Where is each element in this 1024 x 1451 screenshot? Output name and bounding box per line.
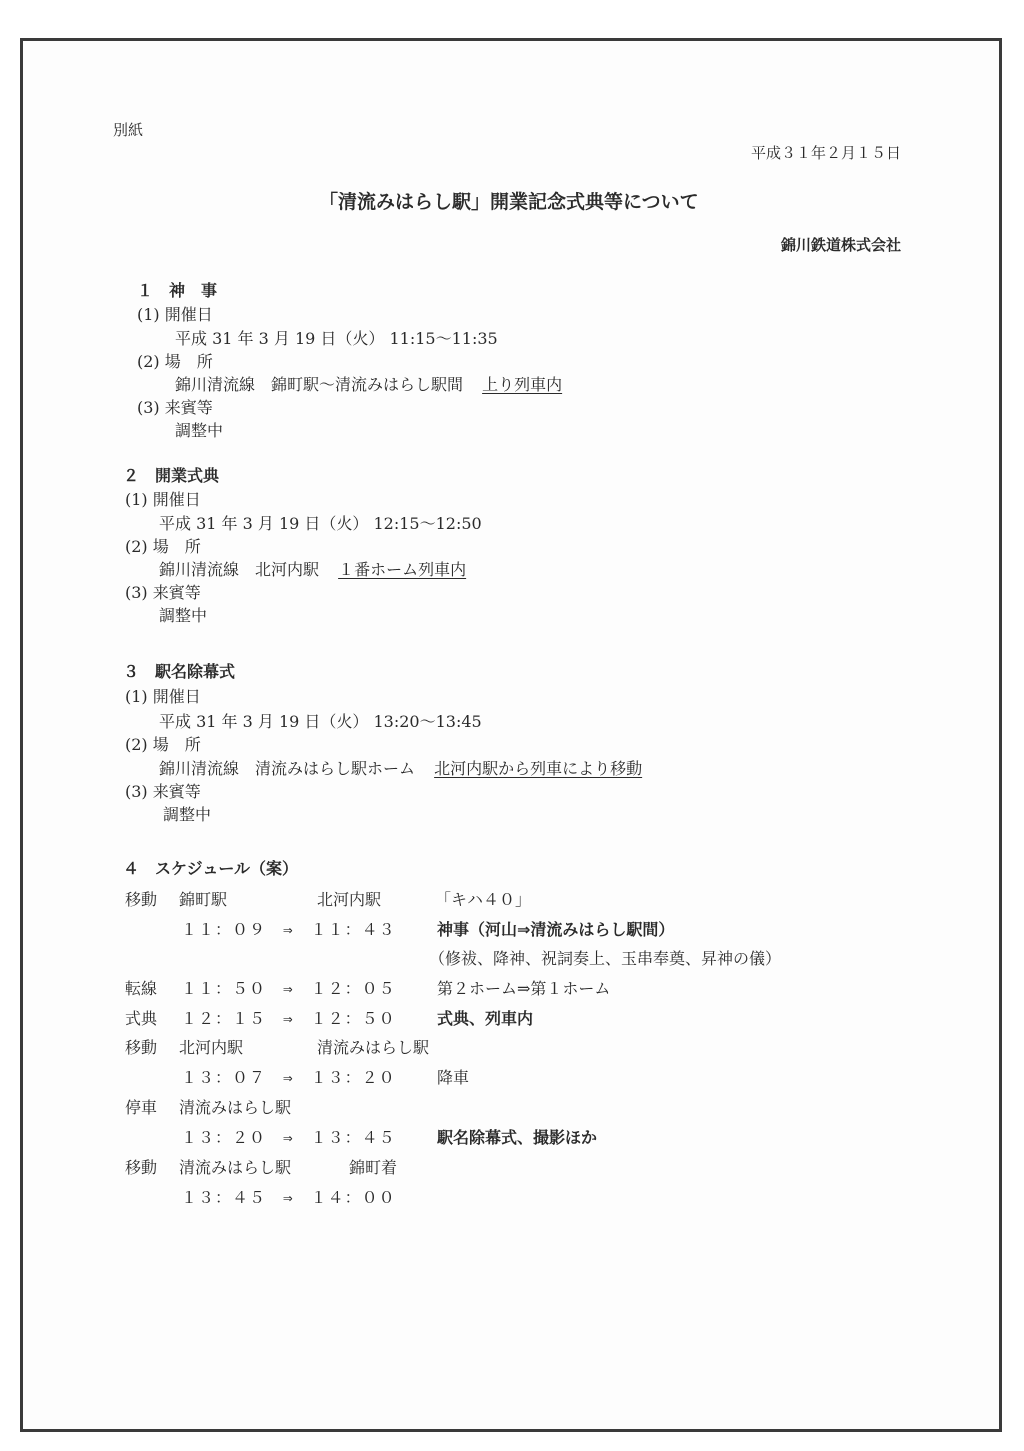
section-3-date-value: 平成 31 年 3 月 19 日（火） 13:20～13:45 bbox=[159, 712, 482, 731]
schedule-row-note: 降車 bbox=[437, 1068, 470, 1087]
schedule-row-time: １３：２０ ⇒ １３：４５ bbox=[181, 1128, 396, 1147]
section-2-guest-label: (3) 来賓等 bbox=[125, 583, 201, 602]
schedule-row-to: 錦町着 bbox=[349, 1158, 398, 1177]
section-2-guest-value: 調整中 bbox=[159, 606, 208, 625]
section-1-heading: １ 神 事 bbox=[137, 281, 218, 300]
section-2-heading: ２ 開業式典 bbox=[123, 466, 220, 485]
document-date: 平成３１年２月１５日 bbox=[750, 144, 901, 162]
schedule-row-time: １３：４５ ⇒ １４：００ bbox=[181, 1188, 396, 1207]
schedule-row-note: （修祓、降神、祝詞奏上、玉串奉奠、昇神の儀） bbox=[429, 949, 782, 968]
schedule-row-type: 式典 bbox=[125, 1009, 158, 1028]
section-2-date-label: (1) 開催日 bbox=[125, 490, 201, 509]
schedule-row-time: １１：０９ ⇒ １１：４３ bbox=[181, 920, 396, 939]
schedule-row-note: 式典、列車内 bbox=[437, 1009, 534, 1028]
section-1-guest-label: (3) 来賓等 bbox=[137, 398, 213, 417]
document-title: 「清流みはらし駅」開業記念式典等について bbox=[319, 191, 699, 213]
schedule-row-to: 清流みはらし駅 bbox=[317, 1038, 430, 1057]
section-2-place-text: 錦川清流線 北河内駅 bbox=[159, 560, 320, 579]
section-1-date-label: (1) 開催日 bbox=[137, 305, 213, 324]
section-1-guest-value: 調整中 bbox=[175, 421, 224, 440]
attachment-label: 別紙 bbox=[113, 121, 144, 139]
section-3-date-label: (1) 開催日 bbox=[125, 687, 201, 706]
schedule-row-from: 北河内駅 bbox=[179, 1038, 244, 1057]
schedule-row-type: 停車 bbox=[125, 1098, 158, 1117]
schedule-row-type: 移動 bbox=[125, 1158, 158, 1177]
schedule-row-from: 錦町駅 bbox=[179, 890, 228, 909]
section-3-place-text: 錦川清流線 清流みはらし駅ホーム bbox=[159, 759, 416, 778]
section-3-guest-value: 調整中 bbox=[163, 805, 212, 824]
schedule-row-note: 第２ホーム⇒第１ホーム bbox=[437, 979, 611, 998]
schedule-row-time: １１：５０ ⇒ １２：０５ bbox=[181, 979, 396, 998]
section-1-place-note: 上り列車内 bbox=[482, 375, 563, 394]
schedule-row-to: 北河内駅 bbox=[317, 890, 382, 909]
section-3-heading: ３ 駅名除幕式 bbox=[123, 662, 236, 681]
section-1-date-value: 平成 31 年 3 月 19 日（火） 11:15～11:35 bbox=[175, 329, 498, 348]
schedule-row-note: 神事（河山⇒清流みはらし駅間） bbox=[437, 920, 675, 939]
section-3-place-note: 北河内駅から列車により移動 bbox=[434, 759, 643, 778]
schedule-row-time: １３：０７ ⇒ １３：２０ bbox=[181, 1068, 396, 1087]
schedule-row-time: １２：１５ ⇒ １２：５０ bbox=[181, 1009, 396, 1028]
schedule-row-note: 「キハ４０」 bbox=[435, 890, 532, 909]
schedule-row-from: 清流みはらし駅 bbox=[179, 1098, 292, 1117]
section-3-place-value bbox=[159, 756, 642, 779]
section-3-place-label: (2) 場 所 bbox=[125, 735, 201, 754]
schedule-row-type: 移動 bbox=[125, 890, 158, 909]
schedule-row-note: 駅名除幕式、撮影ほか bbox=[437, 1128, 598, 1147]
schedule-row-type: 転線 bbox=[125, 979, 158, 998]
section-2-place-note: １番ホーム列車内 bbox=[338, 560, 467, 579]
document-page bbox=[20, 38, 1002, 1432]
issuer: 錦川鉄道株式会社 bbox=[780, 236, 901, 254]
section-1-place-label: (2) 場 所 bbox=[137, 352, 213, 371]
schedule-row-type: 移動 bbox=[125, 1038, 158, 1057]
section-1-place-text: 錦川清流線 錦町駅～清流みはらし駅間 bbox=[175, 375, 464, 394]
section-2-place-value bbox=[159, 557, 466, 580]
section-2-place-label: (2) 場 所 bbox=[125, 537, 201, 556]
section-2-date-value: 平成 31 年 3 月 19 日（火） 12:15～12:50 bbox=[159, 514, 482, 533]
schedule-row-from: 清流みはらし駅 bbox=[179, 1158, 292, 1177]
section-1-place-value bbox=[175, 372, 562, 395]
section-3-guest-label: (3) 来賓等 bbox=[125, 782, 201, 801]
schedule-heading: ４ スケジュール（案） bbox=[123, 859, 299, 878]
